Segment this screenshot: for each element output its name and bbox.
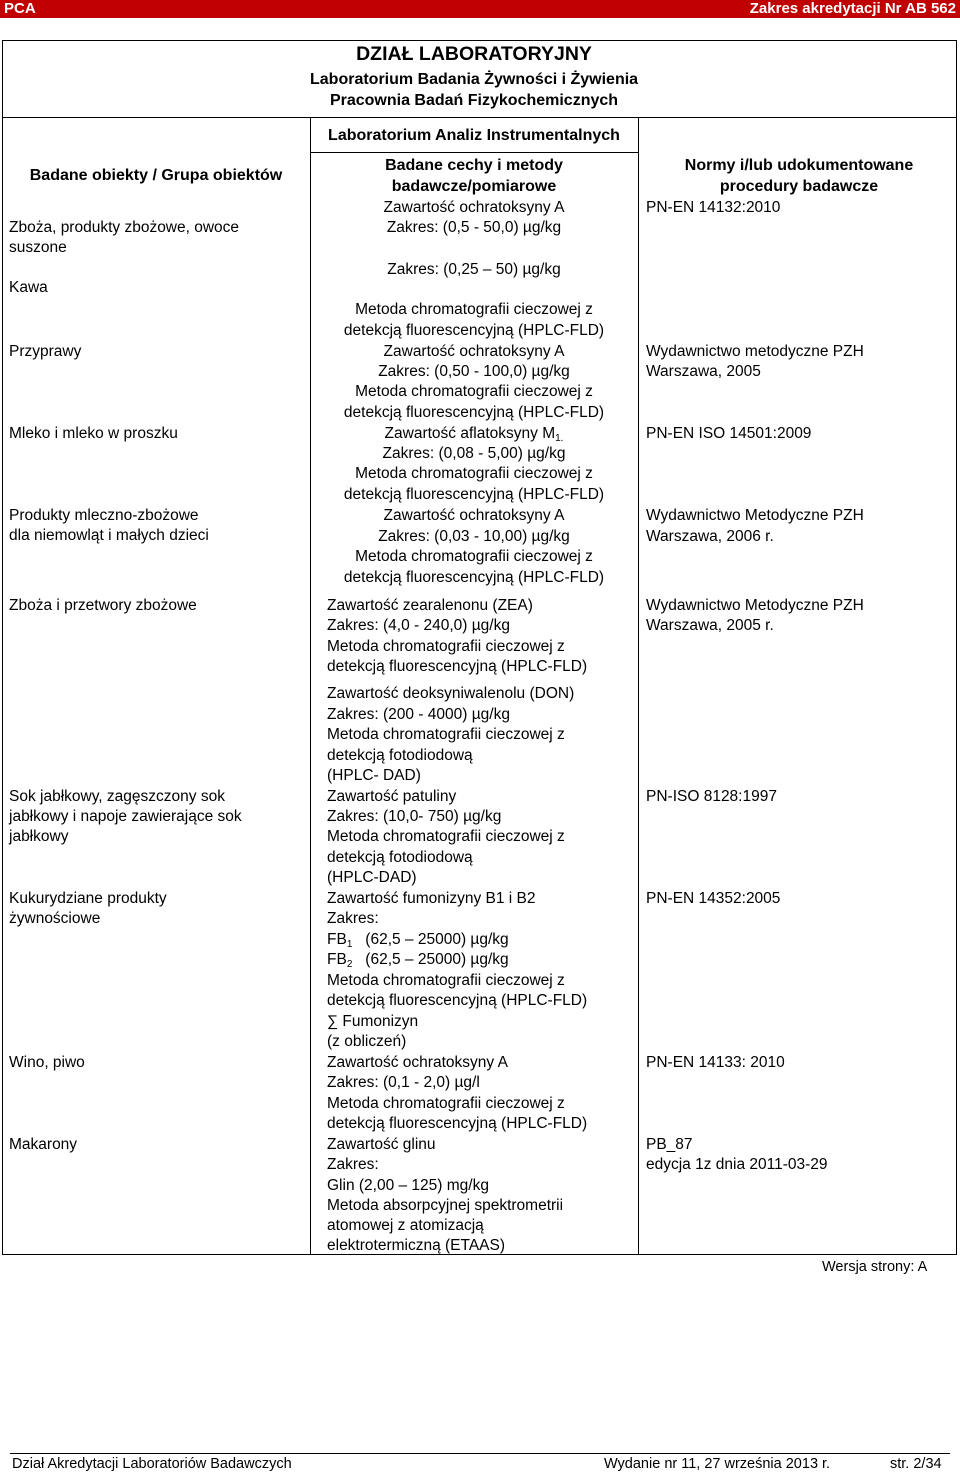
method-text: Zawartość ochratoksyny A — [383, 199, 565, 216]
method-text — [310, 424, 638, 445]
footer-left: Dział Akredytacji Laboratoriów Badawczych — [12, 1456, 292, 1472]
method-text: Metoda chromatografii cieczowej z — [327, 726, 565, 743]
object-cell: Zboża i przetwory zbożowe — [9, 597, 197, 614]
subscript: 1 — [346, 939, 353, 950]
method-text: Zakres: (0,5 - 50,0) µg/kg — [386, 219, 562, 236]
norm-text: edycja 1z dnia 2011-03-29 — [646, 1156, 828, 1173]
object-cell: żywnościowe — [9, 910, 101, 927]
sublab-name: Laboratorium Analiz Instrumentalnych — [328, 127, 620, 144]
method-text: detekcją fotodiodową — [327, 747, 473, 764]
column-header-objects: Badane obiekty / Grupa obiektów — [29, 167, 283, 184]
object-cell: jabłkowy i napoje zawierające sok — [9, 808, 242, 825]
method-text — [327, 930, 509, 951]
method-text: (62,5 – 25000) µg/kg — [365, 951, 509, 968]
method-text: ∑ Fumonizyn — [327, 1013, 419, 1030]
method-text: Zakres: (0,1 - 2,0) µg/l — [327, 1074, 480, 1091]
norm-text: PN-EN 14132:2010 — [646, 199, 781, 216]
norm-text: Wydawnictwo Metodyczne PZH — [646, 597, 864, 614]
column-divider — [638, 117, 639, 1255]
object-cell: Mleko i mleko w proszku — [9, 425, 178, 442]
norm-text: PN-ISO 8128:1997 — [646, 788, 777, 805]
method-text: Metoda chromatografii cieczowej z — [327, 1095, 565, 1112]
footer-edition: Wydanie nr 11, 27 września 2013 r. — [604, 1456, 831, 1472]
column-header-norms: procedury badawcze — [719, 178, 879, 195]
method-text: detekcją fluorescencyjną (HPLC-FLD) — [343, 322, 605, 339]
method-text: Glin (2,00 – 125) mg/kg — [327, 1177, 489, 1194]
method-text: (62,5 – 25000) µg/kg — [365, 931, 509, 948]
method-text: Metoda chromatografii cieczowej z — [355, 548, 593, 565]
method-text: atomowej z atomizacją — [327, 1217, 484, 1234]
section-title: DZIAŁ LABORATORYJNY — [356, 43, 592, 65]
norm-text: Warszawa, 2005 r. — [646, 617, 774, 634]
method-text: Metoda absorpcyjnej spektrometrii — [327, 1197, 564, 1214]
method-text: Zawartość ochratoksyny A — [383, 507, 565, 524]
object-cell: dla niemowląt i małych dzieci — [9, 527, 209, 544]
method-text: Zakres: (0,03 - 10,00) µg/kg — [378, 528, 570, 545]
method-text: (z obliczeń) — [327, 1033, 407, 1050]
divider — [310, 152, 638, 153]
norm-text: Warszawa, 2006 r. — [646, 528, 774, 545]
object-cell: Kawa — [9, 279, 48, 296]
method-text: detekcją fluorescencyjną (HPLC-FLD) — [343, 404, 605, 421]
method-text: (HPLC-DAD) — [327, 869, 417, 886]
object-cell: Sok jabłkowy, zagęszczony sok — [9, 788, 225, 805]
norm-text: Wydawnictwo Metodyczne PZH — [646, 507, 864, 524]
top-header-bar — [0, 0, 960, 18]
norm-text: PN-EN ISO 14501:2009 — [646, 425, 812, 442]
method-text: detekcją fotodiodową — [327, 849, 473, 866]
column-header-norms: Normy i/lub udokumentowane — [684, 157, 914, 174]
subscript: 2 — [346, 959, 353, 970]
column-header-methods: Badane cechy i metody — [385, 157, 563, 174]
method-text: Metoda chromatografii cieczowej z — [327, 638, 565, 655]
method-text: Metoda chromatografii cieczowej z — [327, 972, 565, 989]
method-text: Zakres: (200 - 4000) µg/kg — [327, 706, 510, 723]
object-cell: suszone — [9, 239, 67, 256]
method-text: FB — [327, 931, 347, 948]
unit-name: Pracownia Badań Fizykochemicznych — [329, 92, 619, 109]
method-text: Zawartość zearalenonu (ZEA) — [327, 597, 533, 614]
method-text: Zawartość fumonizyny B1 i B2 — [327, 890, 536, 907]
method-text: Zakres: — [327, 1156, 379, 1173]
column-divider — [310, 117, 311, 1255]
method-text: Zawartość patuliny — [327, 788, 457, 805]
method-text: detekcją fluorescencyjną (HPLC-FLD) — [327, 992, 588, 1009]
method-text: Zakres: (4,0 - 240,0) µg/kg — [327, 617, 510, 634]
method-text: Zawartość deoksyniwalenolu (DON) — [327, 685, 575, 702]
method-text: Zakres: (0,08 - 5,00) µg/kg — [382, 445, 566, 462]
object-cell: Produkty mleczno-zbożowe — [9, 507, 199, 524]
method-text: detekcją fluorescencyjną (HPLC-FLD) — [343, 486, 605, 503]
method-text: Zawartość ochratoksyny A — [327, 1054, 508, 1071]
method-text: Zakres: (10,0- 750) µg/kg — [327, 808, 502, 825]
norm-text: Warszawa, 2005 — [646, 363, 761, 380]
method-text: Metoda chromatografii cieczowej z — [327, 828, 565, 845]
page-version: Wersja strony: A — [822, 1259, 928, 1275]
object-cell: Kukurydziane produkty — [9, 890, 167, 907]
method-text: Zakres: (0,50 - 100,0) µg/kg — [378, 363, 570, 380]
method-text: Zawartość aflatoksyny M — [384, 425, 556, 442]
object-cell: Zboża, produkty zbożowe, owoce — [9, 219, 240, 236]
lab-name: Laboratorium Badania Żywności i Żywienia — [310, 71, 639, 88]
norm-text: PB_87 — [646, 1136, 693, 1153]
object-cell: Przyprawy — [9, 343, 82, 360]
header-left: PCA — [4, 0, 36, 17]
method-text: detekcją fluorescencyjną (HPLC-FLD) — [327, 658, 588, 675]
method-text: Zakres: — [327, 910, 379, 927]
object-cell: Wino, piwo — [9, 1054, 85, 1071]
method-text: FB — [327, 951, 347, 968]
object-cell: Makarony — [9, 1136, 78, 1153]
norm-text: Wydawnictwo metodyczne PZH — [646, 343, 864, 360]
method-text: Metoda chromatografii cieczowej z — [355, 301, 593, 318]
method-text — [327, 950, 509, 971]
method-text: Zawartość glinu — [327, 1136, 436, 1153]
method-text: Zawartość ochratoksyny A — [383, 343, 565, 360]
column-header-methods: badawcze/pomiarowe — [391, 178, 557, 195]
method-text: Zakres: (0,25 – 50) µg/kg — [387, 261, 561, 278]
object-cell: jabłkowy — [9, 828, 69, 845]
method-text: elektrotermiczną (ETAAS) — [327, 1237, 506, 1254]
subscript: 1. — [555, 433, 564, 444]
norm-text: PN-EN 14352:2005 — [646, 890, 781, 907]
method-text: (HPLC- DAD) — [327, 767, 421, 784]
norm-text: PN-EN 14133: 2010 — [646, 1054, 785, 1071]
footer-divider — [10, 1453, 950, 1454]
footer-page-number: str. 2/34 — [890, 1456, 942, 1472]
header-right: Zakres akredytacji Nr AB 562 — [749, 0, 956, 17]
method-text: Metoda chromatografii cieczowej z — [355, 465, 593, 482]
method-text: detekcją fluorescencyjną (HPLC-FLD) — [343, 569, 605, 586]
method-text: Metoda chromatografii cieczowej z — [355, 383, 593, 400]
divider — [2, 117, 957, 118]
method-text: detekcją fluorescencyjną (HPLC-FLD) — [327, 1115, 588, 1132]
